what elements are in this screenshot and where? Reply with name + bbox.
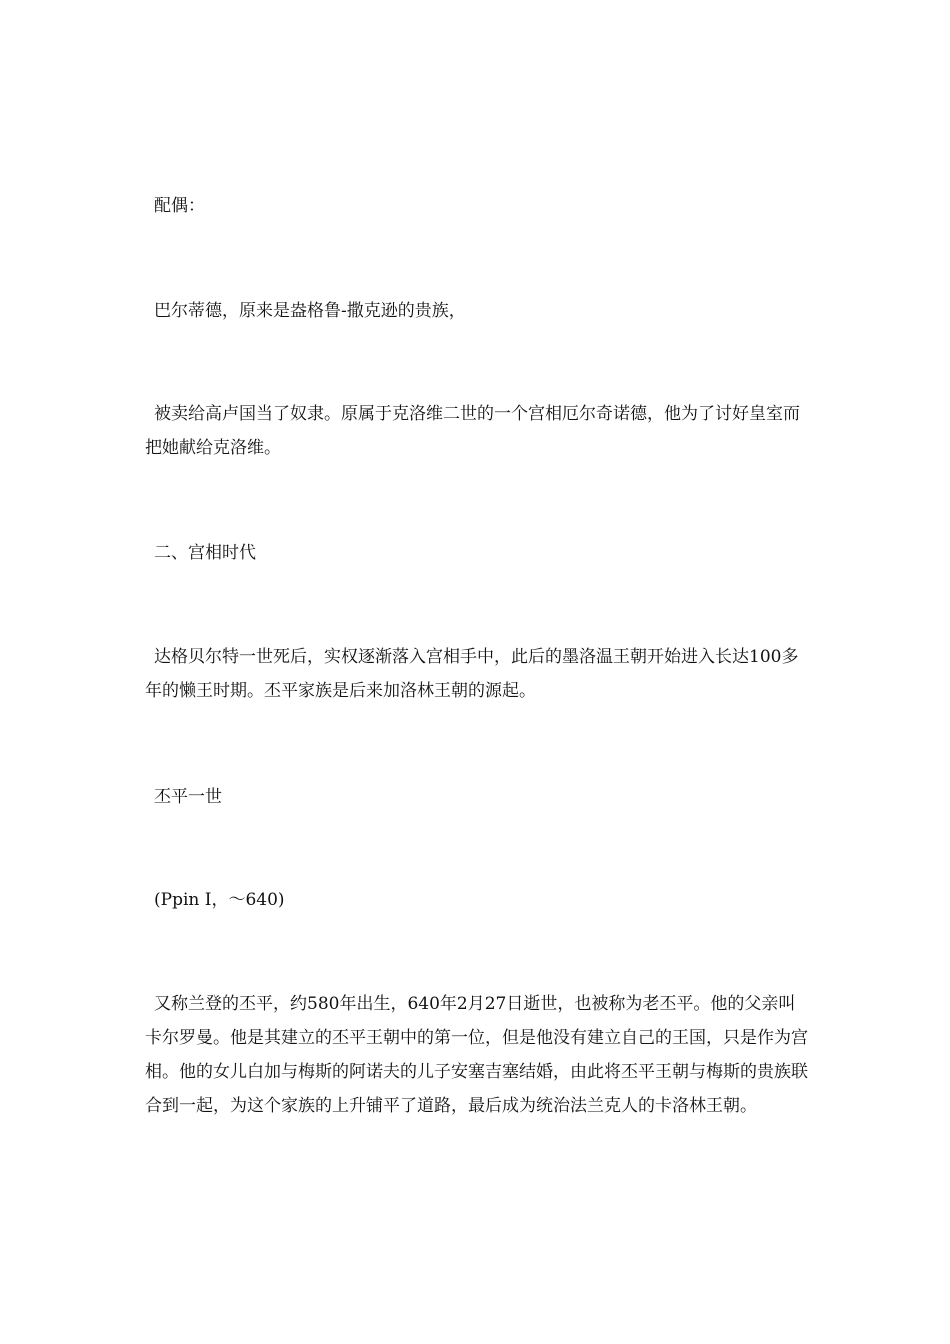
pepin-i-biography-paragraph: 又称兰登的丕平，约580年出生，640年2月27日逝世，也被称为老丕平。他的父亲叫卡尔罗曼。他是其建立的丕平王朝中的第一位，但是他没有建立自己的王国，只是作为宫相。他的女儿白加与梅斯的阿诺夫的儿子安塞吉塞结婚，由此将丕平王朝与梅斯的贵族联合到一起，为这个家族的上升铺平了道路，最后成为统治法兰克人的卡洛林王朝。 xyxy=(145,994,808,1116)
spouse-story-paragraph: 被卖给高卢国当了奴隶。原属于克洛维二世的一个宫相厄尔奇诺德，他为了讨好皇室而把她献给克洛维。 xyxy=(145,404,800,458)
pepin-i-subtitle: (Ppin I，～640) xyxy=(154,890,285,910)
spouse-origin-paragraph: 巴尔蒂德，原来是盎格鲁-撒克逊的贵族， xyxy=(154,301,466,321)
pepin-i-heading: 丕平一世 xyxy=(154,787,222,807)
section-heading-mayor-era: 二、宫相时代 xyxy=(154,543,256,563)
spouse-heading: 配偶： xyxy=(154,196,205,216)
mayor-era-paragraph: 达格贝尔特一世死后，实权逐渐落入宫相手中，此后的墨洛温王朝开始进入长达100多年的懒王时期。丕平家族是后来加洛林王朝的源起。 xyxy=(145,647,799,701)
